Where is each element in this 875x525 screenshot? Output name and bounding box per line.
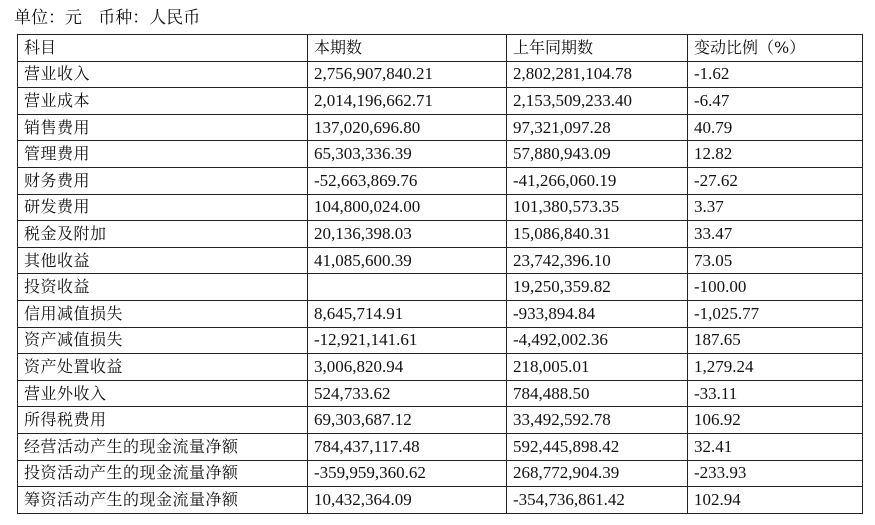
- row-prior-value: 97,321,097.28: [507, 114, 688, 141]
- row-current-value: 137,020,696.80: [308, 114, 507, 141]
- row-prior-value: 101,380,573.35: [507, 194, 688, 221]
- row-current-value: 2,014,196,662.71: [308, 88, 507, 115]
- table-row: [18, 194, 863, 221]
- row-item-label: 营业外收入: [18, 380, 308, 407]
- row-prior-value: 268,772,904.39: [507, 460, 688, 487]
- table-row: [18, 274, 863, 301]
- table-row: [18, 221, 863, 248]
- row-current-value: 104,800,024.00: [308, 194, 507, 221]
- row-current-value: 10,432,364.09: [308, 487, 507, 514]
- row-change-ratio: 102.94: [688, 487, 863, 514]
- row-prior-value: -354,736,861.42: [507, 487, 688, 514]
- row-item-label: 营业成本: [18, 88, 308, 115]
- row-change-ratio: 187.65: [688, 327, 863, 354]
- row-change-ratio: -1,025.77: [688, 300, 863, 327]
- table-row: [18, 327, 863, 354]
- row-change-ratio: -33.11: [688, 380, 863, 407]
- row-prior-value: 23,742,396.10: [507, 247, 688, 274]
- row-change-ratio: 32.41: [688, 433, 863, 460]
- header-item: 科目: [18, 35, 308, 62]
- row-item-label: 研发费用: [18, 194, 308, 221]
- row-item-label: 所得税费用: [18, 407, 308, 434]
- header-current-period: 本期数: [308, 35, 507, 62]
- row-item-label: 经营活动产生的现金流量净额: [18, 433, 308, 460]
- row-change-ratio: 40.79: [688, 114, 863, 141]
- financial-comparison-table: [17, 34, 863, 514]
- table-row: [18, 114, 863, 141]
- row-prior-value: 15,086,840.31: [507, 221, 688, 248]
- row-current-value: [308, 274, 507, 301]
- table-row: [18, 407, 863, 434]
- unit-currency-line: 单位：元 币种：人民币: [14, 8, 201, 28]
- row-item-label: 资产处置收益: [18, 354, 308, 381]
- row-prior-value: 784,488.50: [507, 380, 688, 407]
- row-change-ratio: 3.37: [688, 194, 863, 221]
- row-item-label: 管理费用: [18, 141, 308, 168]
- row-current-value: 69,303,687.12: [308, 407, 507, 434]
- row-item-label: 其他收益: [18, 247, 308, 274]
- header-prior-period: 上年同期数: [507, 35, 688, 62]
- row-change-ratio: -1.62: [688, 61, 863, 88]
- row-item-label: 投资活动产生的现金流量净额: [18, 460, 308, 487]
- table-header-row: [18, 35, 863, 62]
- row-current-value: 524,733.62: [308, 380, 507, 407]
- row-change-ratio: 1,279.24: [688, 354, 863, 381]
- row-change-ratio: -6.47: [688, 88, 863, 115]
- row-current-value: 41,085,600.39: [308, 247, 507, 274]
- row-item-label: 营业收入: [18, 61, 308, 88]
- row-item-label: 销售费用: [18, 114, 308, 141]
- row-item-label: 投资收益: [18, 274, 308, 301]
- row-change-ratio: 106.92: [688, 407, 863, 434]
- row-prior-value: 57,880,943.09: [507, 141, 688, 168]
- table-row: [18, 88, 863, 115]
- row-prior-value: 2,802,281,104.78: [507, 61, 688, 88]
- row-prior-value: 2,153,509,233.40: [507, 88, 688, 115]
- table-row: [18, 460, 863, 487]
- table-row: [18, 487, 863, 514]
- row-current-value: 2,756,907,840.21: [308, 61, 507, 88]
- table-row: [18, 61, 863, 88]
- table-row: [18, 300, 863, 327]
- row-current-value: -359,959,360.62: [308, 460, 507, 487]
- row-item-label: 筹资活动产生的现金流量净额: [18, 487, 308, 514]
- table-row: [18, 247, 863, 274]
- row-item-label: 税金及附加: [18, 221, 308, 248]
- row-change-ratio: 12.82: [688, 141, 863, 168]
- row-prior-value: -41,266,060.19: [507, 167, 688, 194]
- row-prior-value: 592,445,898.42: [507, 433, 688, 460]
- row-current-value: 65,303,336.39: [308, 141, 507, 168]
- row-item-label: 资产减值损失: [18, 327, 308, 354]
- row-change-ratio: 33.47: [688, 221, 863, 248]
- table-row: [18, 354, 863, 381]
- row-change-ratio: -233.93: [688, 460, 863, 487]
- row-item-label: 财务费用: [18, 167, 308, 194]
- row-prior-value: -4,492,002.36: [507, 327, 688, 354]
- table-row: [18, 380, 863, 407]
- row-item-label: 信用减值损失: [18, 300, 308, 327]
- row-change-ratio: -100.00: [688, 274, 863, 301]
- table-row: [18, 433, 863, 460]
- row-current-value: 20,136,398.03: [308, 221, 507, 248]
- header-change-ratio: 变动比例（%）: [688, 35, 863, 62]
- row-prior-value: 33,492,592.78: [507, 407, 688, 434]
- row-current-value: 8,645,714.91: [308, 300, 507, 327]
- row-current-value: -12,921,141.61: [308, 327, 507, 354]
- row-change-ratio: -27.62: [688, 167, 863, 194]
- row-current-value: 3,006,820.94: [308, 354, 507, 381]
- table-row: [18, 167, 863, 194]
- row-prior-value: -933,894.84: [507, 300, 688, 327]
- row-current-value: 784,437,117.48: [308, 433, 507, 460]
- row-prior-value: 19,250,359.82: [507, 274, 688, 301]
- table-row: [18, 141, 863, 168]
- row-prior-value: 218,005.01: [507, 354, 688, 381]
- row-change-ratio: 73.05: [688, 247, 863, 274]
- row-current-value: -52,663,869.76: [308, 167, 507, 194]
